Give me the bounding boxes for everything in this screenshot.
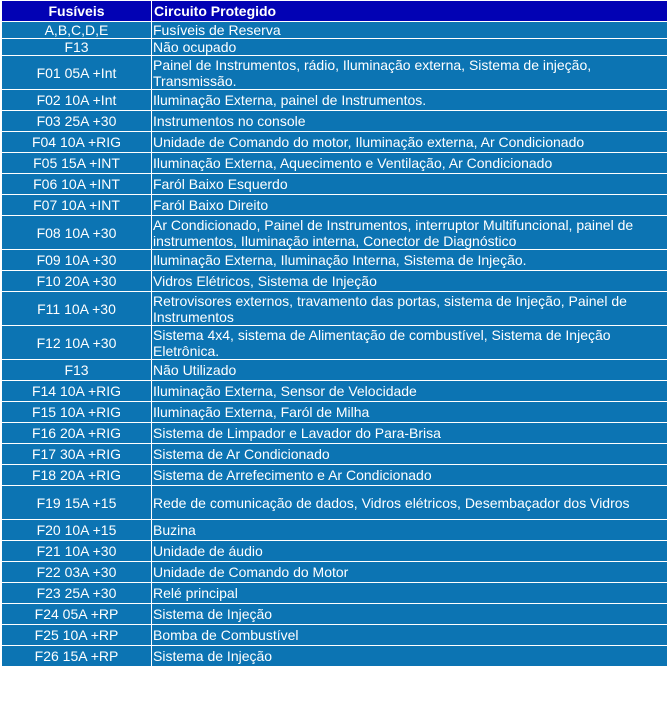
table-row (2, 292, 668, 326)
fuse-cell: F13 (2, 360, 152, 381)
header-fuse: Fusíveis (2, 1, 152, 22)
table-row (2, 465, 668, 486)
table-row (2, 132, 668, 153)
circuit-cell: Ar Condicionado, Painel de Instrumentos, interruptor Multifuncional, painel de instrumentos, Iluminação interna, Conector de Diagnóstico (152, 216, 668, 250)
table-row (2, 22, 668, 39)
fuse-cell: F01 05A +Int (2, 56, 152, 90)
table-row (2, 402, 668, 423)
fuse-cell: F11 10A +30 (2, 292, 152, 326)
fuse-cell: F02 10A +Int (2, 90, 152, 111)
fuse-cell: F14 10A +RIG (2, 381, 152, 402)
table-row (2, 90, 668, 111)
table-row (2, 153, 668, 174)
circuit-cell: Faról Baixo Direito (152, 195, 668, 216)
table-row (2, 562, 668, 583)
fuse-cell: F26 15A +RP (2, 646, 152, 667)
circuit-cell: Unidade de Comando do motor, Iluminação externa, Ar Condicionado (152, 132, 668, 153)
circuit-cell: Sistema de Limpador e Lavador do Para-Brisa (152, 423, 668, 444)
fuse-cell: F12 10A +30 (2, 326, 152, 360)
circuit-cell: Não Utilizado (152, 360, 668, 381)
fuse-cell: F19 15A +15 (2, 486, 152, 520)
table-row (2, 56, 668, 90)
table-row (2, 381, 668, 402)
table-row (2, 360, 668, 381)
fuse-cell: F10 20A +30 (2, 271, 152, 292)
circuit-cell: Instrumentos no console (152, 111, 668, 132)
circuit-cell: Iluminação Externa, Aquecimento e Ventilação, Ar Condicionado (152, 153, 668, 174)
table-row (2, 486, 668, 520)
circuit-cell: Sistema de Injeção (152, 604, 668, 625)
fuse-cell: F06 10A +INT (2, 174, 152, 195)
circuit-cell: Buzina (152, 520, 668, 541)
table-body (2, 22, 668, 667)
fuse-cell: F23 25A +30 (2, 583, 152, 604)
fuse-cell: F16 20A +RIG (2, 423, 152, 444)
header-circuit: Circuito Protegido (152, 1, 668, 22)
table-row (2, 541, 668, 562)
fuse-cell: F04 10A +RIG (2, 132, 152, 153)
fuse-cell: A,B,C,D,E (2, 22, 152, 39)
circuit-cell: Unidade de áudio (152, 541, 668, 562)
circuit-cell: Painel de Instrumentos, rádio, Iluminação externa, Sistema de injeção, Transmissão. (152, 56, 668, 90)
circuit-cell: Sistema de Injeção (152, 646, 668, 667)
circuit-cell: Iluminação Externa, painel de Instrumentos. (152, 90, 668, 111)
table-row (2, 250, 668, 271)
table-row (2, 625, 668, 646)
fuse-cell: F09 10A +30 (2, 250, 152, 271)
fuse-cell: F07 10A +INT (2, 195, 152, 216)
fuse-table (1, 0, 668, 667)
table-row (2, 39, 668, 56)
table-row (2, 111, 668, 132)
table-row (2, 326, 668, 360)
fuse-cell: F25 10A +RP (2, 625, 152, 646)
fuse-cell: F13 (2, 39, 152, 56)
table-row (2, 646, 668, 667)
fuse-cell: F08 10A +30 (2, 216, 152, 250)
fuse-cell: F03 25A +30 (2, 111, 152, 132)
circuit-cell: Vidros Elétricos, Sistema de Injeção (152, 271, 668, 292)
fuse-cell: F20 10A +15 (2, 520, 152, 541)
table-row (2, 271, 668, 292)
table-row (2, 604, 668, 625)
table-row (2, 520, 668, 541)
fuse-cell: F15 10A +RIG (2, 402, 152, 423)
table-row (2, 174, 668, 195)
circuit-cell: Sistema de Arrefecimento e Ar Condicionado (152, 465, 668, 486)
circuit-cell: Iluminação Externa, Faról de Milha (152, 402, 668, 423)
fuse-cell: F18 20A +RIG (2, 465, 152, 486)
table-header-row (2, 1, 668, 22)
table-row (2, 216, 668, 250)
fuse-cell: F24 05A +RP (2, 604, 152, 625)
fuse-cell: F22 03A +30 (2, 562, 152, 583)
circuit-cell: Faról Baixo Esquerdo (152, 174, 668, 195)
fuse-cell: F21 10A +30 (2, 541, 152, 562)
circuit-cell: Fusíveis de Reserva (152, 22, 668, 39)
circuit-cell: Unidade de Comando do Motor (152, 562, 668, 583)
circuit-cell: Rede de comunicação de dados, Vidros elétricos, Desembaçador dos Vidros (152, 486, 668, 520)
circuit-cell: Relé principal (152, 583, 668, 604)
table-row (2, 444, 668, 465)
circuit-cell: Retrovisores externos, travamento das portas, sistema de Injeção, Painel de Instrumentos (152, 292, 668, 326)
circuit-cell: Sistema 4x4, sistema de Alimentação de combustível, Sistema de Injeção Eletrônica. (152, 326, 668, 360)
circuit-cell: Não ocupado (152, 39, 668, 56)
circuit-cell: Bomba de Combustível (152, 625, 668, 646)
table-row (2, 583, 668, 604)
table-row (2, 423, 668, 444)
circuit-cell: Sistema de Ar Condicionado (152, 444, 668, 465)
fuse-cell: F17 30A +RIG (2, 444, 152, 465)
fuse-cell: F05 15A +INT (2, 153, 152, 174)
circuit-cell: Iluminação Externa, Iluminação Interna, Sistema de Injeção. (152, 250, 668, 271)
circuit-cell: Iluminação Externa, Sensor de Velocidade (152, 381, 668, 402)
table-row (2, 195, 668, 216)
